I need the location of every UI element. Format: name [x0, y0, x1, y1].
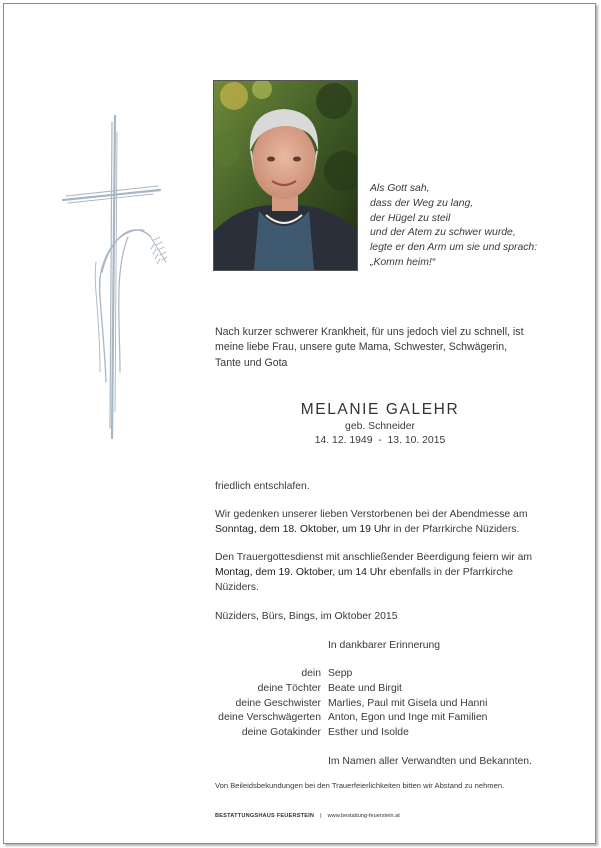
footer-url[interactable]: www.bestattung-feuerstein.at [327, 813, 400, 819]
life-dates: 14. 12. 1949 - 13. 10. 2015 [314, 435, 446, 446]
footer-separator: | [320, 813, 322, 819]
passed-text: friedlich entschlafen. [215, 481, 310, 492]
mass-location: in der Pfarrkirche Nüziders. [390, 524, 520, 536]
poem-line: legte er den Arm um sie und sprach: [370, 242, 538, 254]
intro-text [215, 325, 560, 371]
relative-label: dein [301, 668, 321, 679]
closing-text: Im Namen aller Verwandten und Bekannten. [328, 756, 532, 767]
condolence-note: Von Beileidsbekundungen bei den Trauerfeierlichkeiten bitten wir Abstand zu nehmen. [215, 781, 505, 790]
poem [370, 182, 575, 271]
poem-line: dass der Weg zu lang, [370, 197, 474, 209]
poem-line: „Komm heim!“ [370, 256, 436, 268]
funeral-line: Den Trauergottesdienst mit anschließender Beerdigung feiern wir am [215, 552, 533, 563]
remembrance-text: In dankbarer Erinnerung [328, 640, 441, 651]
poem-line: der Hügel zu steil [370, 212, 451, 224]
mass-date: Sonntag, dem 18. Oktober, um 19 Uhr [215, 524, 391, 536]
relative-names: Anton, Egon und Inge mit Familien [328, 712, 488, 723]
relative-label: deine Verschwägerten [218, 712, 321, 723]
poem-line: Als Gott sah, [370, 183, 430, 194]
intro-line: Tante und Gota [215, 356, 288, 369]
footer [215, 813, 400, 819]
cross-with-wheat-icon [58, 112, 178, 442]
relative-label: deine Gotakinder [241, 727, 321, 738]
portrait-photo [213, 80, 358, 271]
relative-names: Marlies, Paul mit Gisela und Hanni [328, 698, 488, 709]
mass-paragraph [215, 507, 527, 537]
relative-names: Esther und Isolde [328, 727, 409, 738]
deceased-name: MELANIE GALEHR [300, 401, 460, 418]
intro-line: meine liebe Frau, unsere gute Mama, Schwester, Schwägerin, [215, 341, 508, 354]
maiden-name: geb. Schneider [345, 421, 415, 432]
footer-brand: BESTATTUNGSHAUS FEUERSTEIN [215, 813, 315, 819]
funeral-line-2 [215, 565, 532, 580]
place-date: Nüziders, Bürs, Bings, im Oktober 2015 [215, 611, 398, 622]
intro-line: Nach kurzer schwerer Krankheit, für uns jedoch viel zu schnell, ist [215, 326, 524, 338]
relative-label: deine Töchter [257, 683, 321, 694]
relative-names: Beate und Birgit [328, 683, 402, 694]
funeral-line-3: Nüziders. [215, 582, 259, 594]
mass-line-2 [215, 522, 527, 537]
relative-label: deine Geschwister [235, 698, 321, 709]
relative-names: Sepp [328, 668, 353, 679]
mass-line: Wir gedenken unserer lieben Verstorbenen bei der Abendmesse am [215, 509, 528, 520]
deceased-block [250, 400, 510, 448]
funeral-paragraph [215, 550, 532, 596]
funeral-date: Montag, dem 19. Oktober, um 14 Uhr [215, 567, 387, 579]
funeral-location: ebenfalls in der Pfarrkirche [386, 567, 514, 579]
poem-line: und der Atem zu schwer wurde, [370, 227, 516, 239]
